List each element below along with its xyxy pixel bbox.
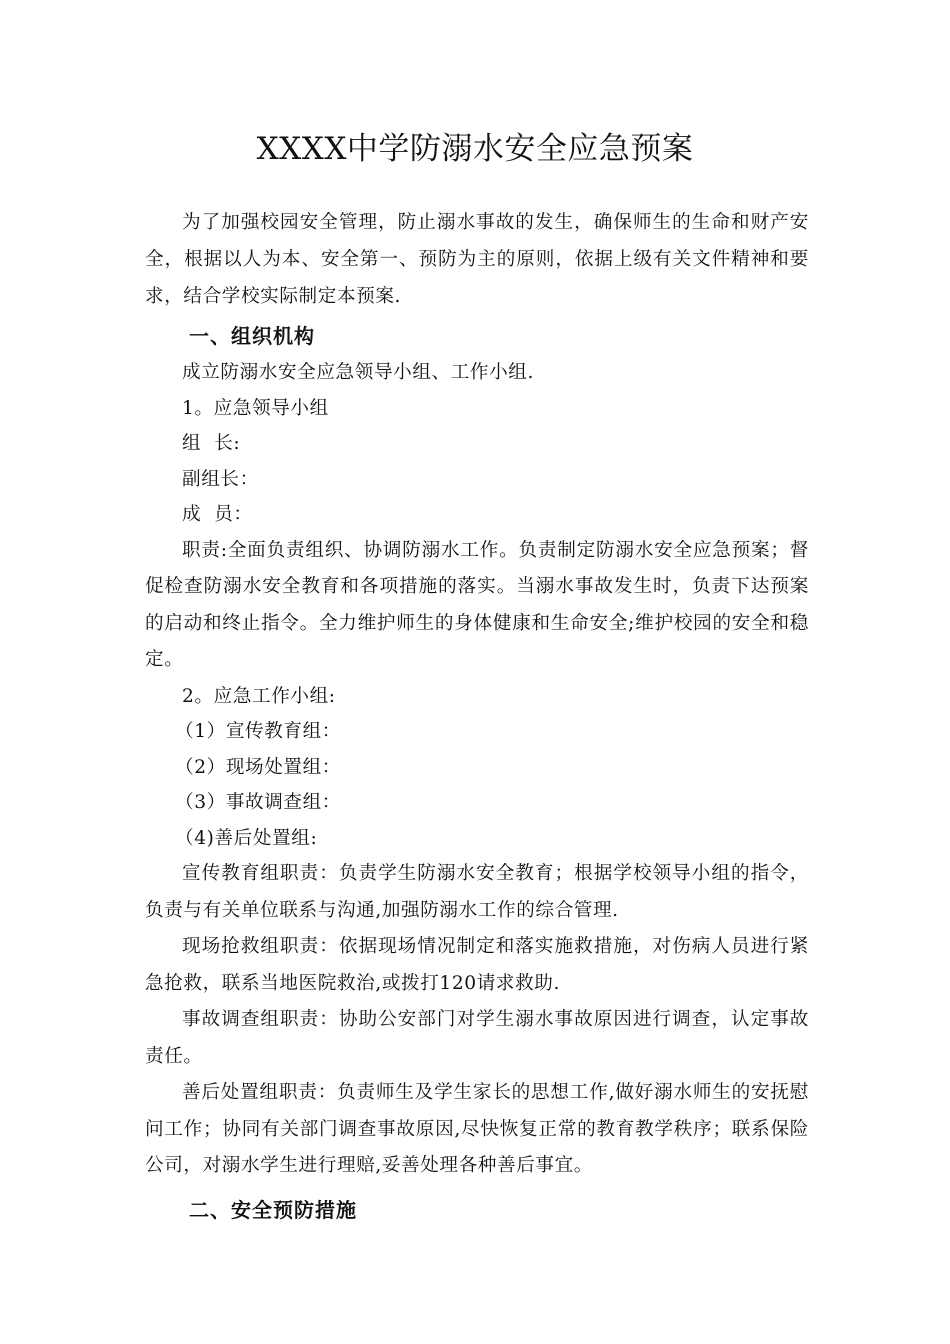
rescue-duty-paragraph: 现场抢救组职责：依据现场情况制定和落实施救措施，对伤病人员进行紧急抢救，联系当地医院救治,或拨打120请求救助. — [145, 936, 809, 994]
document-body — [145, 204, 809, 1229]
group-item-onsite: （2）现场处置组： — [175, 756, 341, 778]
section-heading-organization: 一、组织机构 — [189, 324, 315, 348]
working-group-title: 2。应急工作小组: — [182, 685, 336, 707]
intro-paragraph: 为了加强校园安全管理，防止溺水事故的发生，确保师生的生命和财产安全，根据以人为本、安全第一、预防为主的原则，依据上级有关文件精神和要求，结合学校实际制定本预案. — [145, 212, 809, 307]
propaganda-duty-paragraph: 宣传教育组职责：负责学生防溺水安全教育；根据学校领导小组的指令，负责与有关单位联系与沟通,加强防溺水工作的综合管理. — [145, 863, 809, 921]
group-item-aftermath: （4)善后处置组: — [175, 827, 318, 849]
deputy-leader-line: 副组长： — [182, 468, 259, 490]
group-item-propaganda: （1）宣传教育组： — [175, 721, 341, 742]
members-line: 成 员： — [182, 504, 253, 525]
leadership-group-title: 1。应急领导小组 — [182, 397, 329, 419]
leadership-duty-paragraph: 职责:全面负责组织、协调防溺水工作。负责制定防溺水安全应急预案；督促检查防溺水安全教育和各项措施的落实。当溺水事故发生时，负责下达预案的启动和终止指令。全力维护师生的身体健康和生命安全;维护校园的安全和稳定。 — [145, 539, 809, 670]
investigation-duty-paragraph: 事故调查组职责：协助公安部门对学生溺水事故原因进行调查，认定事故责任。 — [145, 1009, 809, 1067]
section-heading-prevention: 二、安全预防措施 — [189, 1197, 357, 1222]
group-item-investigation: （3）事故调查组： — [175, 792, 341, 813]
aftermath-duty-paragraph: 善后处置组职责：负责师生及学生家长的思想工作,做好溺水师生的安抚慰问工作；协同有关部门调查事故原因,尽快恢复正常的教育教学秩序；联系保险公司，对溺水学生进行理赔,妥善处理各种善后事宜。 — [145, 1082, 809, 1176]
document-title: XXXX中学防溺水安全应急预案 — [256, 131, 694, 167]
group-leader-line: 组 长: — [182, 433, 241, 454]
organization-lead: 成立防溺水安全应急领导小组、工作小组. — [182, 362, 534, 383]
